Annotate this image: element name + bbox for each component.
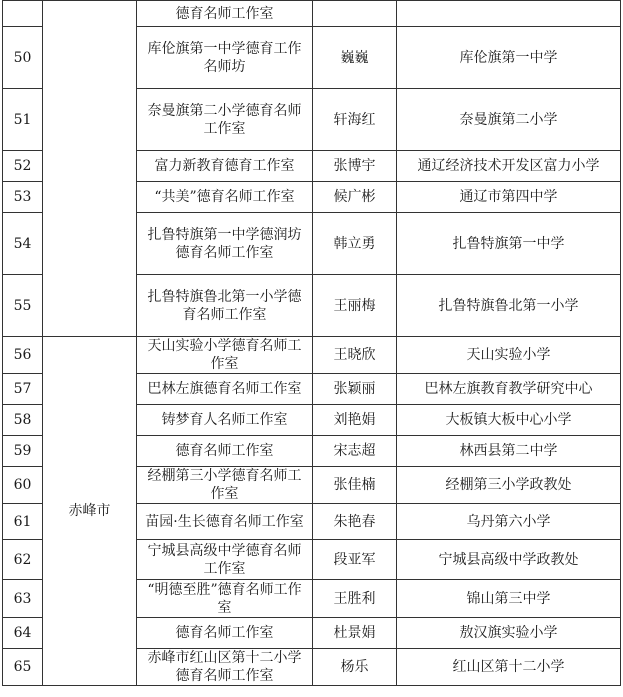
studio-name-cell: 德育名师工作室 [137,618,313,649]
school-cell: 宁城县高级中学政教处 [397,540,621,580]
studio-name-cell: 经棚第三小学德育名师工作室 [137,467,313,504]
row-number-cell: 54 [3,213,43,275]
studio-name-cell: 天山实验小学德育名师工作室 [137,337,313,374]
school-cell: 锦山第三中学 [397,580,621,618]
row-number-cell: 61 [3,504,43,540]
leader-name-cell: 王晓欣 [313,337,397,374]
studio-name-cell: “明德至胜”德育名师工作室 [137,580,313,618]
leader-name-cell: 张颖丽 [313,374,397,405]
school-cell: 奈曼旗第二小学 [397,89,621,151]
studio-name-cell: “共美”德育名师工作室 [137,182,313,213]
leader-name-cell: 宋志超 [313,436,397,467]
row-number-cell: 51 [3,89,43,151]
leader-name-cell: 张博宇 [313,151,397,182]
school-cell: 扎鲁特旗第一中学 [397,213,621,275]
row-number-cell [3,1,43,27]
row-number-cell: 65 [3,649,43,686]
row-number-cell: 50 [3,27,43,89]
school-cell: 敖汉旗实验小学 [397,618,621,649]
row-number-cell: 57 [3,374,43,405]
leader-name-cell: 王丽梅 [313,275,397,337]
school-cell: 扎鲁特旗鲁北第一小学 [397,275,621,337]
leader-name-cell: 候广彬 [313,182,397,213]
row-number-cell: 52 [3,151,43,182]
row-number-cell: 62 [3,540,43,580]
table-row [3,1,621,27]
studio-name-cell: 扎鲁特旗鲁北第一小学德育名师工作室 [137,275,313,337]
leader-name-cell: 轩海红 [313,89,397,151]
studio-name-cell: 德育名师工作室 [137,436,313,467]
row-number-cell: 59 [3,436,43,467]
studio-name-cell: 德育名师工作室 [137,1,313,27]
school-cell: 通辽市第四中学 [397,182,621,213]
row-number-cell: 60 [3,467,43,504]
studio-name-cell: 巴林左旗德育名师工作室 [137,374,313,405]
school-cell: 乌丹第六小学 [397,504,621,540]
leader-name-cell: 刘艳娟 [313,405,397,436]
row-number-cell: 64 [3,618,43,649]
region-cell-tongliao [43,1,137,337]
leader-name-cell [313,1,397,27]
leader-name-cell: 杨乐 [313,649,397,686]
school-cell: 林西县第二中学 [397,436,621,467]
leader-name-cell: 韩立勇 [313,213,397,275]
table-row [3,337,621,374]
school-cell: 红山区第十二小学 [397,649,621,686]
school-cell: 大板镇大板中心小学 [397,405,621,436]
leader-name-cell: 杜景娟 [313,618,397,649]
school-cell: 库伦旗第一中学 [397,27,621,89]
school-cell: 经棚第三小学政教处 [397,467,621,504]
studio-name-cell: 苗园·生长德育名师工作室 [137,504,313,540]
leader-name-cell: 张佳楠 [313,467,397,504]
leader-name-cell: 王胜利 [313,580,397,618]
studio-name-cell: 库伦旗第一中学德育工作名师坊 [137,27,313,89]
row-number-cell: 56 [3,337,43,374]
leader-name-cell: 朱艳春 [313,504,397,540]
teacher-studio-table [2,0,621,686]
school-cell: 通辽经济技术开发区富力小学 [397,151,621,182]
school-cell: 巴林左旗教育教学研究中心 [397,374,621,405]
row-number-cell: 53 [3,182,43,213]
studio-name-cell: 赤峰市红山区第十二小学德育名师工作室 [137,649,313,686]
row-number-cell: 55 [3,275,43,337]
studio-name-cell: 扎鲁特旗第一中学德润坊德育名师工作室 [137,213,313,275]
row-number-cell: 63 [3,580,43,618]
studio-name-cell: 铸梦育人名师工作室 [137,405,313,436]
leader-name-cell: 巍巍 [313,27,397,89]
studio-name-cell: 富力新教育德育工作室 [137,151,313,182]
row-number-cell: 58 [3,405,43,436]
studio-name-cell: 奈曼旗第二小学德育名师工作室 [137,89,313,151]
studio-name-cell: 宁城县高级中学德育名师工作室 [137,540,313,580]
region-cell-chifeng: 赤峰市 [43,337,137,686]
school-cell: 天山实验小学 [397,337,621,374]
leader-name-cell: 段亚军 [313,540,397,580]
school-cell [397,1,621,27]
